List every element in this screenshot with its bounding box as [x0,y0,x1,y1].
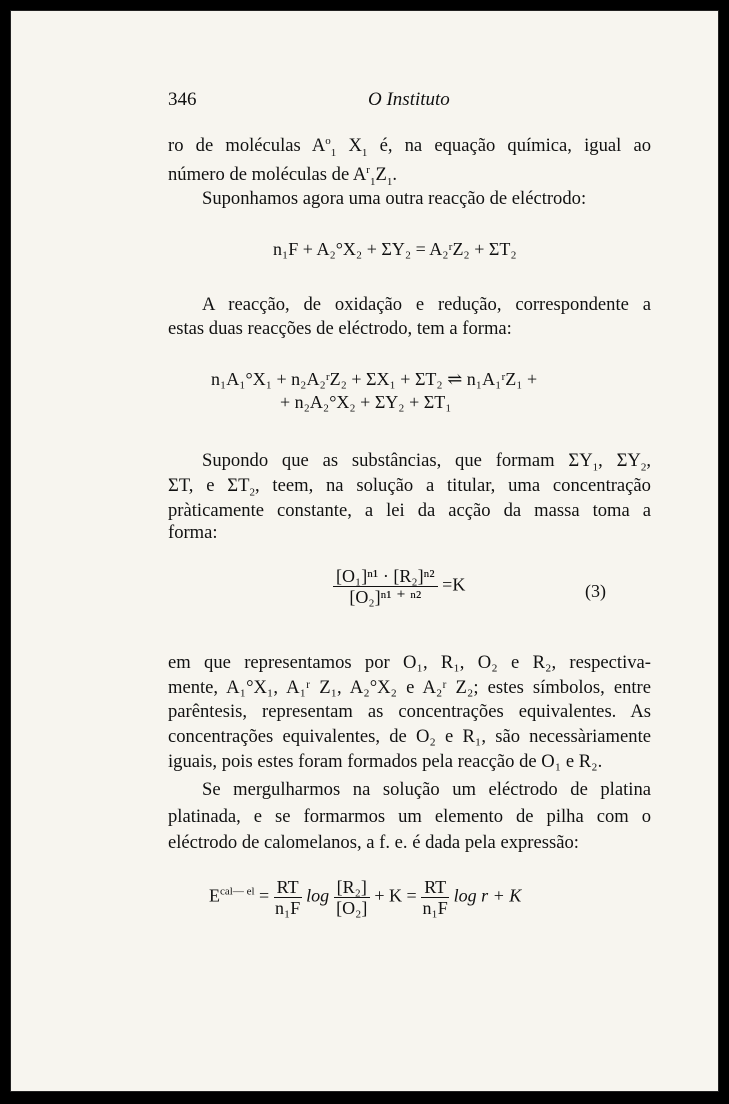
paragraph-1-line-2: número de moléculas de $A^r_1Z_1$. [168,164,397,188]
p4-l1-text-a: Supondo que as substâncias, que formam ΣY [202,450,593,471]
running-title-text: O Instituto [368,89,450,110]
p1-l2-text-a: número de moléculas de A [168,164,367,186]
paragraph-5-line-1: em que representamos por O₁, R₁, O₂ e R₂, respectiva- [168,652,651,673]
paragraph-5-line-5: iguais, pois estes foram formados pela reacção de O₁ e R₂. [168,751,603,772]
p4-l2-text-a: ΣT, e ΣT [168,475,250,496]
paragraph-5-line-2: mente, A₁°X₁, A₁ʳ Z₁, A₂°X₂ e A₂ʳ Z₂; estes símbolos, entre [168,677,651,698]
eq4-f3-num: RT [421,877,449,898]
paragraph-5-line-3: parêntesis, representam as concentrações equivalentes. As [168,701,651,722]
paragraph-4-line-1: Supondo que as substâncias, que formam $\Sigma Y_1$, $\Sigma Y_2$, [202,450,651,474]
book-page [10,10,719,1092]
p1-l2-text-c: . [392,164,397,186]
equation-1: n₁F + A₂°X₂ + ΣY₂ = A₂ʳZ₂ + ΣT₂ [273,239,517,259]
equation-2-line-1: n₁A₁°X₁ + n₂A₂ʳZ₂ + ΣX₁ + ΣT₂ ⇌ n₁A₁ʳZ₁ + [211,369,538,389]
paragraph-4-line-4: forma: [168,522,218,543]
eq4-f1-den: n₁F [274,898,301,918]
eq4-superscript: cal— el [220,885,255,898]
equation-4 [209,877,521,918]
paragraph-1-line-1: ro de moléculas $A^o_1$ $X_1$ é, na equação química, igual ao [168,135,651,159]
eq4-equals: = [259,885,270,906]
p4-l2-text-b: , teem, na solução a titular, uma concentração [254,475,651,496]
p1-l2-text-b: Z [375,164,387,186]
eq4-f2-num: [R₂] [334,877,370,898]
equation-3-label: (3) [585,581,606,601]
eq4-tail: log r + K [453,885,522,906]
equation-2-line-2: + n₂A₂°X₂ + ΣY₂ + ΣT₁ [280,392,452,412]
eq4-lhs: E [209,885,220,906]
eq4-fraction-3 [421,877,449,918]
eq4-fraction-1 [274,877,302,918]
p4-l1-text-c: , [646,450,651,471]
paragraph-2-line-1: Suponhamos agora uma outra reacção de eléctrodo: [202,188,587,209]
paragraph-3-line-1: A reacção, de oxidação e redução, correspondente a [202,294,651,315]
eq3-numerator: [O₁]ⁿ¹ · [R₂]ⁿ² [333,566,438,587]
paragraph-3-line-2: estas duas reacções de eléctrodo, tem a forma: [168,318,512,339]
eq4-f1-num: RT [274,877,302,898]
equation-3 [333,566,465,607]
eq4-fraction-2 [334,877,370,918]
eq4-log-1: log [306,885,330,906]
paragraph-6-line-2: platinada, e se formarmos um elemento de pilha com o [168,806,651,827]
eq3-rhs: =K [442,574,466,595]
page-number: 346 [168,89,197,110]
paragraph-6-line-1: Se mergulharmos na solução um eléctrodo de platina [202,779,651,800]
p1-l1-text-a: ro de moléculas A [168,135,326,157]
eq4-f3-den: n₁F [422,898,448,918]
paragraph-6-line-3: eléctrodo de calomelanos, a f. e. é dada pela expressão: [168,832,579,853]
eq4-mid: + K = [374,885,417,906]
paragraph-5-line-4: concentrações equivalentes, de O₂ e R₁, são necessàriamente [168,726,651,747]
p1-l1-text-c: é, na equação química, igual ao [379,135,651,157]
paragraph-4-line-2: ΣT, e $\Sigma T_2$, teem, na solução a titular, uma concentração [168,475,651,499]
eq3-denominator: [O₂]ⁿ¹ ⁺ ⁿ² [349,587,422,607]
eq3-fraction [333,566,438,607]
p4-l1-text-b: , ΣY [598,450,641,471]
p1-l1-text-b: X [348,135,362,157]
eq4-f2-den: [O₂] [336,898,368,918]
paragraph-4-line-3: pràticamente constante, a lei da acção da massa toma a [168,500,651,521]
running-title [368,89,450,111]
